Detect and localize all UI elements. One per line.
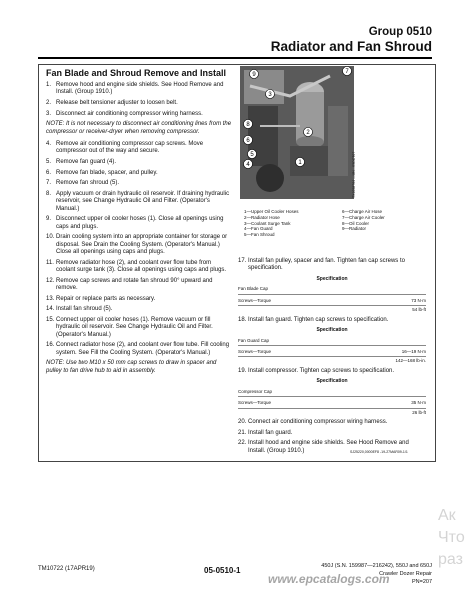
- callout-2: 2: [306, 130, 310, 136]
- legend-row: 3—Coolant Surge Tank 8—Oil Cooler: [244, 220, 370, 226]
- group-label: Group 0510: [368, 26, 432, 38]
- right-steps: [238, 258, 426, 458]
- legend-row: 2—Radiator Hose 7—Charge Air Cooler: [244, 214, 385, 220]
- legend-row: 4—Fan Guard 9—Radiator: [244, 226, 367, 232]
- header-rule: [38, 57, 432, 59]
- page-title: Radiator and Fan Shroud: [270, 39, 432, 54]
- step-2: 2. Release belt tensioner adjuster to loosen belt.: [46, 100, 178, 106]
- step-4: 4. Remove air conditioning compressor cap screws. Move compressor out of the way and secure.: [46, 141, 204, 155]
- callout-7: 7: [345, 69, 349, 75]
- step-10: 10. Drain cooling system into an appropriate container for storage or disposal. See Drain the Cooling System. (Operator's Manual.) Close all openings using caps and plugs.: [46, 234, 228, 255]
- step-15: 15. Connect upper oil cooler hoses (1). Remove vacuum or fill hydraulic oil reservoir. See Change Hydraulic Oil and Filter. (Operator's Manual.): [46, 316, 213, 338]
- step-17: 17. Install fan pulley, spacer and fan. Tighten fan cap screws to specification.: [238, 258, 405, 272]
- step-12: 12. Remove cap screws and rotate fan shroud 90° upward and remove.: [46, 277, 213, 291]
- callout-1: 1: [298, 160, 302, 166]
- section-title: Fan Blade and Shroud Remove and Install: [46, 68, 227, 78]
- footer-manual-id: TM10722 (17APR19): [38, 566, 95, 572]
- engine-photo: [240, 66, 354, 199]
- step-22: 22. Install hood and engine side shields. See Hood Remove and Install. (Group 1910.): [238, 440, 409, 454]
- figure-code: TX1058764 —UN—03OCT07: [352, 151, 356, 198]
- step-8: 8. Apply vacuum or drain hydraulic oil reservoir. If draining hydraulic reservoir, see Change Hydraulic Oil and Filter. (Operator's Manual.): [46, 190, 230, 212]
- callout-6: 6: [246, 138, 250, 144]
- step-6: 6. Remove fan blade, spacer, and pulley.: [46, 169, 158, 176]
- step-3: 3. Disconnect air conditioning compressor wiring harness.: [46, 110, 203, 117]
- document-code: SJ25220,0000EF8 -19-27MAR09-1/1: [350, 450, 408, 454]
- step-20: 20. Connect air conditioning compressor wiring harness.: [238, 419, 388, 426]
- callout-4: 4: [246, 162, 250, 168]
- step-11: 11. Remove radiator hose (2), and coolant over flow tube from coolant surge tank (3). Close all openings using caps and plugs.: [46, 259, 227, 273]
- side-watermark: Ак Что раз: [438, 507, 465, 568]
- legend-row: 1—Upper Oil Cooler Hoses 6—Charge Air Hose: [244, 209, 383, 214]
- step-1: 1. Remove hood and engine side shields. See Hood Remove and Install. (Group 1910.): [46, 82, 224, 96]
- step-19: 19. Install compressor. Tighten cap screws to specification.: [238, 367, 395, 374]
- footer-model-info: 450J (S.N. 159987—216242), 550J and 650J Crawler Dozer Repair PN=207: [321, 563, 432, 585]
- watermark: www.epcatalogs.com: [268, 572, 390, 586]
- callout-9: 9: [252, 72, 256, 78]
- note-compressor: NOTE: It is not necessary to disconnect air conditioning lines from the compressor or receiver-dryer when removing compressor.: [46, 121, 232, 135]
- note-cap-screws: NOTE: Use two M10 x 50 mm cap screws to draw in spacer and pulley to fan drive hub to aid in assembly.: [46, 360, 217, 374]
- legend-row: 5—Fan Shroud: [244, 232, 275, 238]
- spec-fan-blade: Specification Fan Blade Cap Screws—Torque 73 N·m 54 lb-ft: [238, 276, 426, 313]
- spec-compressor: Specification Compressor Cap Screws—Torque 35 N·m 26 lb-ft: [238, 378, 426, 415]
- step-21: 21. Install fan guard.: [238, 429, 293, 436]
- step-18: 18. Install fan guard. Tighten cap screws to specification.: [238, 316, 389, 323]
- footer-page-number: 05-0510-1: [204, 566, 241, 575]
- step-9: 9. Disconnect upper oil cooler hoses (1). Close all openings using caps and plugs.: [46, 216, 224, 230]
- callout-3: 3: [268, 92, 272, 98]
- callout-8: 8: [246, 122, 250, 128]
- engine-illustration: [240, 66, 354, 199]
- step-14: 14. Install fan shroud (5).: [46, 306, 113, 313]
- left-steps: [46, 82, 232, 380]
- step-5: 5. Remove fan guard (4).: [46, 159, 117, 165]
- spec-fan-guard: Specification Fan Guard Cap Screws—Torque 16—19 N·m 142—168 lb-in.: [238, 327, 426, 364]
- callout-5: 5: [250, 152, 254, 158]
- step-13: 13. Repair or replace parts as necessary.: [46, 295, 156, 302]
- step-7: 7. Remove fan shroud (5).: [46, 180, 120, 187]
- step-16: 16. Connect radiator hose (2), and coolant over flow tube. Fill cooling system. See Fill the Cooling System. (Operator's Manual.): [46, 342, 230, 356]
- figure-legend: [244, 209, 385, 238]
